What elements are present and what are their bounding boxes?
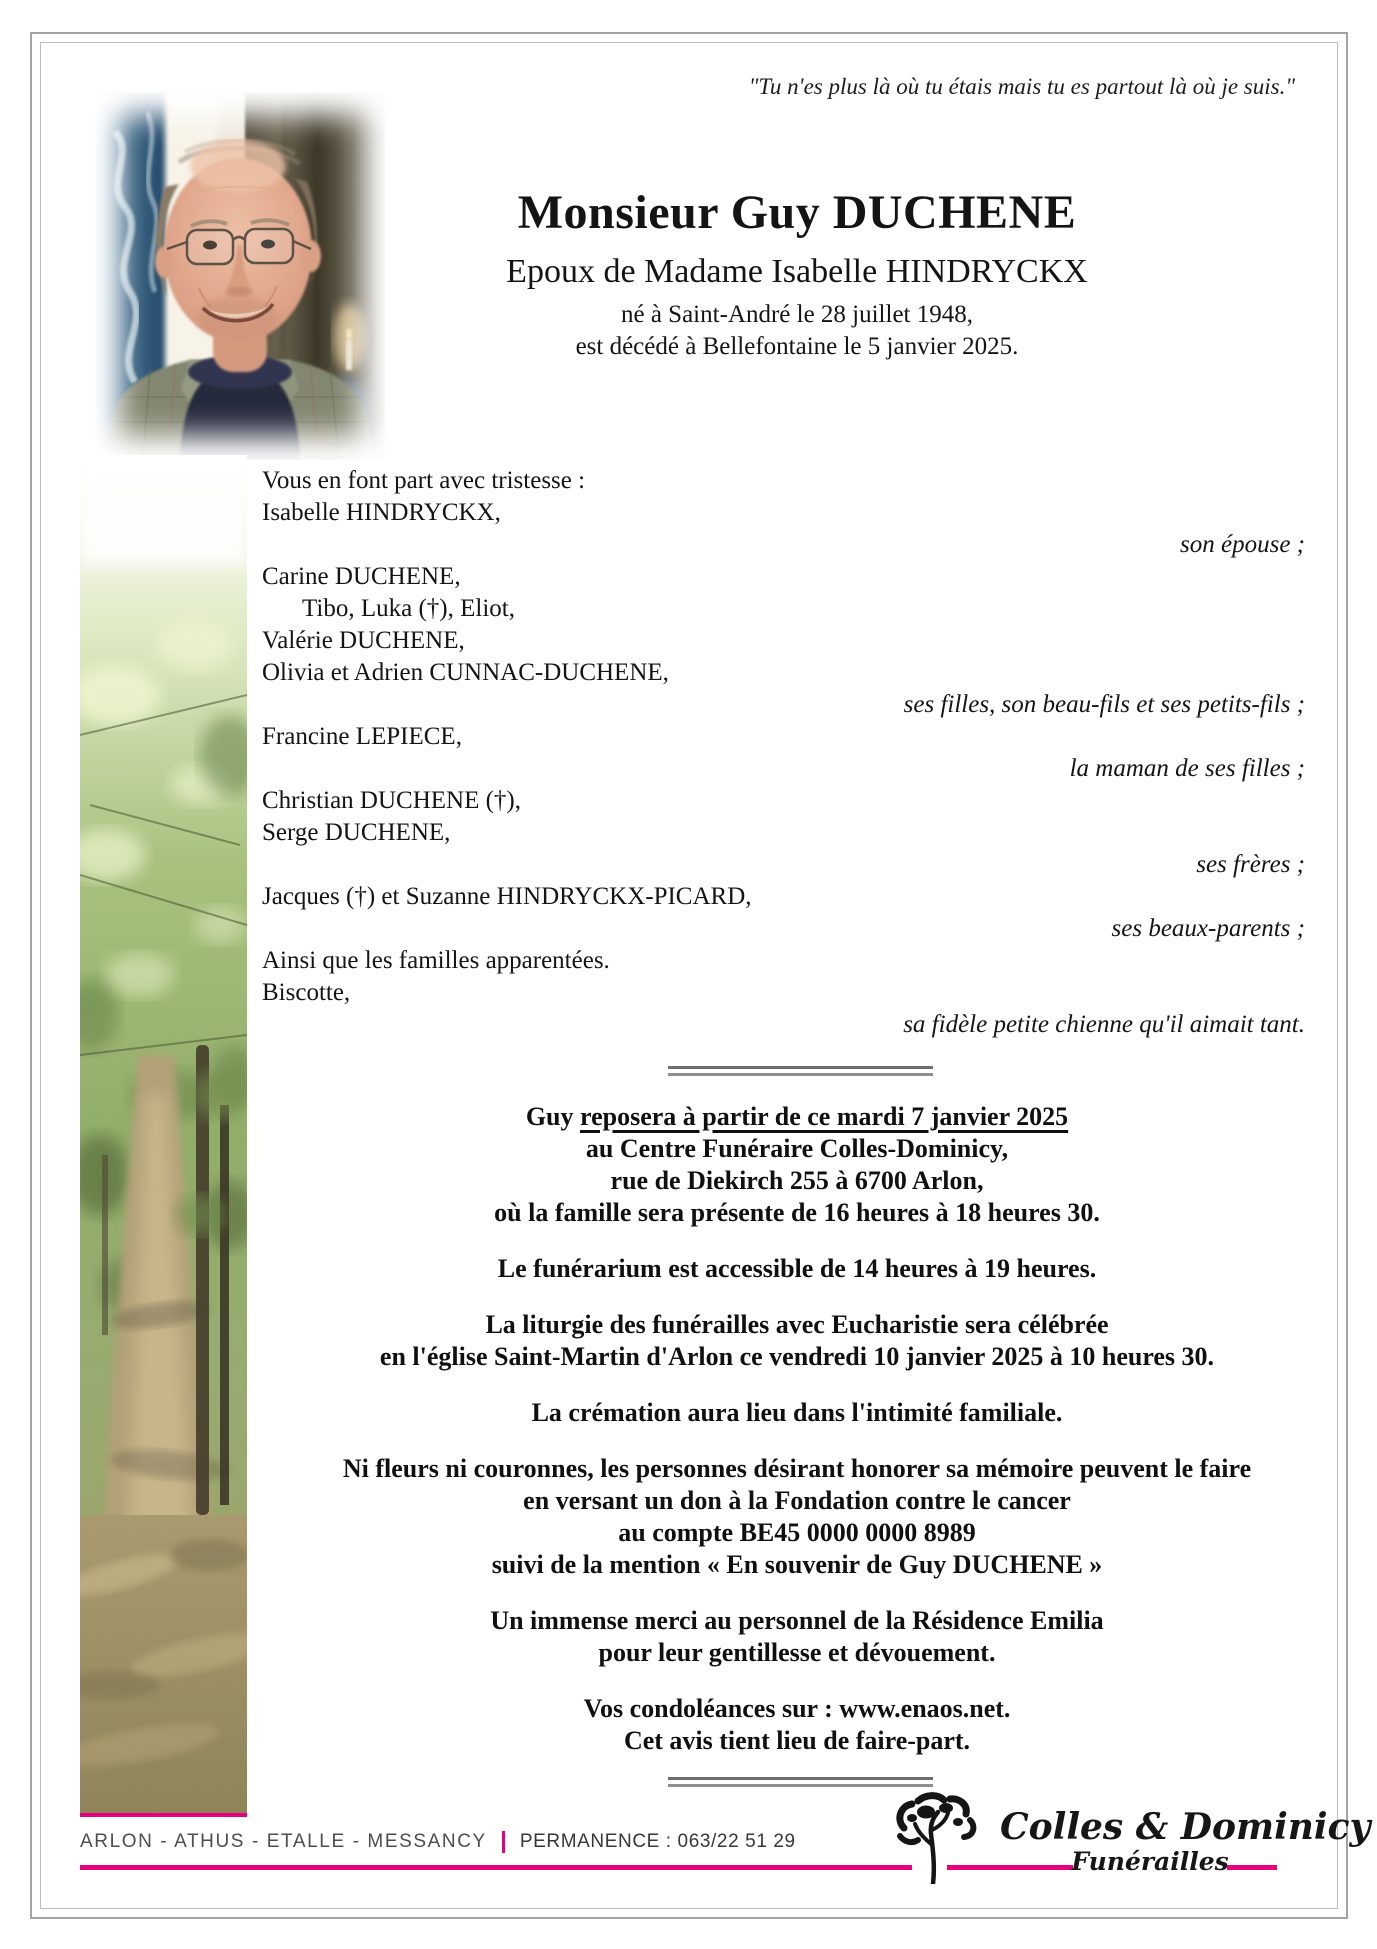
notice-line: Vos condoléances sur : www.enaos.net. xyxy=(583,1694,1011,1723)
notice-line: rue de Diekirch 255 à 6700 Arlon, xyxy=(610,1166,984,1195)
death-line: est décédé à Bellefontaine le 5 janvier 2025. xyxy=(575,333,1019,360)
notice-line: Guy reposera à partir de ce mardi 7 janvier 2025 xyxy=(525,1102,1069,1131)
notice-line: suivi de la mention « En souvenir de Guy DUCHENE » xyxy=(491,1550,1103,1579)
funeral-home-name: Colles & Dominicy xyxy=(1000,1806,1371,1848)
family-relation-line: ses frères ; xyxy=(1196,851,1305,878)
header-block xyxy=(250,185,1344,363)
notice-paragraph xyxy=(250,1253,1344,1285)
footer-permanence-phone: PERMANENCE : 063/22 51 29 xyxy=(519,1831,796,1852)
family-name-line: Valérie DUCHENE, xyxy=(262,627,465,654)
notice-line: La liturgie des funérailles avec Eucharistie sera célébrée xyxy=(485,1310,1109,1339)
forest-path-illustration xyxy=(80,455,247,1815)
notice-line: en l'église Saint-Martin d'Arlon ce vendredi 10 janvier 2025 à 10 heures 30. xyxy=(379,1342,1215,1371)
family-name-line: Isabelle HINDRYCKX, xyxy=(262,499,501,526)
notice-paragraph xyxy=(250,1693,1344,1757)
family-relation-line: ses beaux-parents ; xyxy=(1111,915,1305,942)
notice-line: pour leur gentillesse et dévouement. xyxy=(598,1638,996,1667)
family-name-line: Jacques (†) et Suzanne HINDRYCKX-PICARD, xyxy=(262,883,752,910)
family-relation-line: son épouse ; xyxy=(1180,531,1305,558)
footer-pink-line xyxy=(80,1865,912,1870)
tree-icon xyxy=(886,1792,988,1884)
family-name-line: Ainsi que les familles apparentées. xyxy=(262,947,610,974)
funeral-home-subtitle: Funérailles xyxy=(1071,1847,1229,1876)
photo-strip-underline xyxy=(80,1813,247,1817)
notice-line: Cet avis tient lieu de faire-part. xyxy=(623,1726,971,1755)
notice-paragraph xyxy=(250,1605,1344,1669)
family-name-line: Tibo, Luka (†), Eliot, xyxy=(302,595,515,622)
notice-line: Le funérarium est accessible de 14 heures à 19 heures. xyxy=(497,1254,1097,1283)
funeral-notice-block xyxy=(250,1101,1344,1781)
family-relation-line: la maman de ses filles ; xyxy=(1069,755,1305,782)
family-name-line: Christian DUCHENE (†), xyxy=(262,787,521,814)
funeral-home-logo xyxy=(1000,1806,1371,1876)
notice-paragraph xyxy=(250,1309,1344,1373)
family-announcement-list xyxy=(262,465,1305,1041)
separator-double-line-bottom xyxy=(668,1777,933,1787)
family-name-line: Serge DUCHENE, xyxy=(262,819,451,846)
notice-line: où la famille sera présente de 16 heures à 18 heures 30. xyxy=(494,1198,1100,1227)
family-name-line: Vous en font part avec tristesse : xyxy=(262,467,586,494)
family-name-line: Biscotte, xyxy=(262,979,351,1006)
footer-divider-bar xyxy=(502,1831,505,1853)
family-name-line: Olivia et Adrien CUNNAC-DUCHENE, xyxy=(262,659,669,686)
separator-double-line-top xyxy=(668,1066,933,1076)
memorial-quote: "Tu n'es plus là où tu étais mais tu es partout là où je suis." xyxy=(748,74,1295,99)
notice-paragraph xyxy=(250,1453,1344,1581)
family-relation-line: ses filles, son beau-fils et ses petits-fils ; xyxy=(903,691,1305,718)
notice-line: Ni fleurs ni couronnes, les personnes désirant honorer sa mémoire peuvent le faire xyxy=(342,1454,1252,1483)
spouse-line: Epoux de Madame Isabelle HINDRYCKX xyxy=(506,253,1088,290)
footer-cities: ARLON - ATHUS - ETALLE - MESSANCY xyxy=(80,1831,487,1852)
notice-paragraph xyxy=(250,1101,1344,1229)
family-relation-line: sa fidèle petite chienne qu'il aimait tant. xyxy=(903,1011,1305,1038)
notice-line: au Centre Funéraire Colles-Dominicy, xyxy=(585,1134,1009,1163)
family-name-line: Carine DUCHENE, xyxy=(262,563,461,590)
forest-path-photo xyxy=(80,455,247,1815)
birth-line: né à Saint-André le 28 juillet 1948, xyxy=(620,301,973,328)
notice-line: en versant un don à la Fondation contre le cancer xyxy=(523,1486,1071,1515)
deceased-name-title: Monsieur Guy DUCHENE xyxy=(517,186,1077,239)
family-name-line: Francine LEPIECE, xyxy=(262,723,462,750)
footer-info-bar xyxy=(80,1829,796,1855)
notice-line: Un immense merci au personnel de la Résidence Emilia xyxy=(490,1606,1104,1635)
notice-line: au compte BE45 0000 0000 8989 xyxy=(618,1518,976,1547)
notice-line: La crémation aura lieu dans l'intimité familiale. xyxy=(531,1398,1063,1427)
notice-paragraph xyxy=(250,1397,1344,1429)
